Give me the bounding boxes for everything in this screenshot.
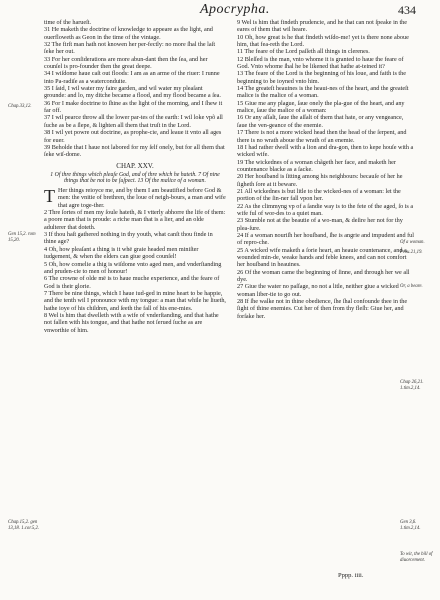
verse: 20 Her houſband is ſitting among his neighbours: becauſe of her he ſigheth ſore at it beware. [237,173,403,188]
verse: 39 Beholde that I haue not labored for my ſelf onely, but for all them that ſeke wiſ-dome. [44,143,225,159]
verse: 6 The crowne of olde mē is to haue muche experience, and the feare of God is their glorie. [44,275,220,290]
verse: 14 The greateſt heauines is the heaui-nes of the heart, and the greateſt malice is the malice of a woman. [237,85,409,100]
verse: 32 The firſt man hath not knowen her per-fectly: no more ſhal the laſt ſeke her out. [44,41,216,56]
verse: 25 A wicked wife maketh a ſorie heart, an heauie countenance, and a wounded min-de, weake hands and feble knees, and can not comfort her houſband in heauines. [237,246,407,269]
verse: 27 Giue the water no paſſage, no not a litle, neither giue a wicked woman liber-tie to go out. [237,283,399,298]
margin-note: Chap.15,2. gen 13,18. 1.cor.5,2. [8,520,40,531]
verse: 28 If ſhe walke not in thine obedience, ſhe ſhal confounde thee in the ſight of thine enemies. Cut her of then from thy fleſh: Giue her, and forſake her. [237,298,408,320]
margin-note: Gen 3,6. 1.tim.2,14. [400,520,421,531]
drop-cap: T [44,186,55,207]
verse: 19 The wickednes of a woman chãgeth her face, and maketh her countenance blacke as a ſacke. [237,158,396,173]
verse: 21 All wickednes is but litle to the wicked-nes of a woman: let the portion of the ſin-ner fall vpon her. [237,187,401,203]
verse: 11 The feare of the Lord paſſeth all things in clerenes. [237,48,370,56]
verse: 35 I ſaid, I wil water my faire garden, and wil water my pleaſant grounde: and lo, my ditche became a flood, and my flood became a ſea. [44,85,221,100]
verse: 37 I wil pearce throw all the lower par-tes of the earth: I wil loke vpõ all ſuche as be a ſlepe, & lighten all them that truſt in the Lord. [44,114,223,129]
margin-note: Chap.33,12. [8,104,32,109]
page-title: Apocrypha. [200,2,270,17]
verse: 4 Oh, how pleaſant a thing is it whē graie headed men miniſter iudgement, & when the elders can giue good counſel! [44,245,199,261]
verse: 13 The feare of the Lord is the beginning of his loue, and faith is the beginning to be ioyned vnto him. [237,70,406,85]
verse: 22 As the climmyng vp of a ſandie way is to the fete of the aged, ſo is a wife ful of wor-des to a quiet man. [237,202,414,217]
verse: 3 If thou haſt gathered nothing in thy youth, what canſt thou finde in thine age? [44,231,213,246]
verse: time of the harueſt. [44,19,92,26]
chapter-heading: CHAP. XXV. [116,161,154,170]
verse: 16 Or any aſſalt, ſaue the aſſalt of them that hate, or any vengeance, ſaue the ven-geance of the enemie. [237,114,404,129]
verse: 17 There is not a more wicked head then the head of the ſerpent, and there is no wrath aboue the wrath of an enemie. [237,129,407,144]
left-column [44,19,226,334]
verse: 34 I wiſdome haue caſt out floods: I am as an arme of the riuer: I runne into Pa-radiſe as a waterconduite. [44,70,220,85]
verse: 24 If a woman nouriſh her houſband, ſhe is angrie and impudent and ful of repro-che. [237,231,414,247]
verse: 10 Oh, how great is he that findeth wiſdo-me! yet is there none aboue him, that fea-reth the Lord. [237,33,409,49]
verse: 36 For I make doctrine to ſhine as the light of the morning, and I ſhew it far off. [44,99,223,115]
verse: 23 Stumble not at the beautie of a wo-man, & deſire her not for thy plea-ſure. [237,217,403,232]
signature-mark: Pppp. iiii. [338,572,364,579]
verse: 8 Wel is him that dwelleth with a wife of vnderſtanding, and that hathe not fallen with his tongue, and that hathe not ſerued ſuche as are vnworthie of him. [44,311,219,334]
verse: 9 Wel is him that findeth prudencie, and he that can not ſpeake in the eares of them that wil heare. [237,19,408,34]
verse: 31 He maketh the doctrine of knowledge to appeare as the light, and ouerfloweth as Geon in the time of the vintage. [44,26,213,41]
verse: 26 Of the woman came the beginning of ſinne, and through her we all dye. [237,268,410,284]
page-number: 434 [398,3,416,17]
chapter-summary: 1 Of thre things which pleaſe God, and of thre which he hateth. 7 Of nine things that be not to be ſuſpect. 13 Of the malice of a woman. [50,171,220,185]
first-verse [44,187,226,209]
margin-note: Of a woman. [400,240,425,245]
margin-note: Gen 15,2. rom 15,20. [8,232,36,243]
first-verse-text: Her things reioyce me, and by them I am beautified before God & men: the vnitie of brethren, the loue of neigh-bours, a man and wife that agre toge-ther. [58,187,226,209]
verse: 2 Thre ſortes of men my ſoule hateth, & I vtterly abhorre the life of them: a poore man that is proude: a riche man that is a lier, and an olde adulterer that doteth. [44,209,226,231]
verse: 18 I had rather dwell with a lion and dra-gon, then to kepe houſe with a wicked wife. [237,143,414,159]
verse: 33 For her conſiderations are more abun-dant then the ſea, and her counſel is pro-founder then the great deepe. [44,55,208,71]
margin-note: Prou.21,19. [400,250,423,255]
verse: 15 Giue me any plague, ſaue onely the pla-gue of the heart, and any malice, ſaue the malice of a woman: [237,99,405,115]
right-column [237,19,415,320]
verse: 38 I wil yet powre out doctrine, as prophe-cie, and leaue it vnto all ages for euer. [44,129,222,144]
margin-note: To wit, the bill of diuorcement. [400,552,433,563]
margin-note: Chap 26,21. 1.tim.2,14. [400,380,424,391]
verse: 12 Bleſſed is the man, vnto whome it is granted to haue the feare of God. Vnto whome ſhal he be likened that hathe at-teined it? [237,55,404,71]
margin-note: Or, a beare. [400,284,423,289]
verse: 7 There be nine things, which I haue iud-ged in mine heart to be happie, and the tenth wil I pronounce with my tongue: a man that while he liueth, hathe ioye of his children, and ſeeth the fall of his ene-mies. [44,289,226,312]
verse: 5 Oh, how comelie a thig is wiſdome vnto aged men, and vnderſtanding and pruden-cie to men of honour! [44,260,222,275]
